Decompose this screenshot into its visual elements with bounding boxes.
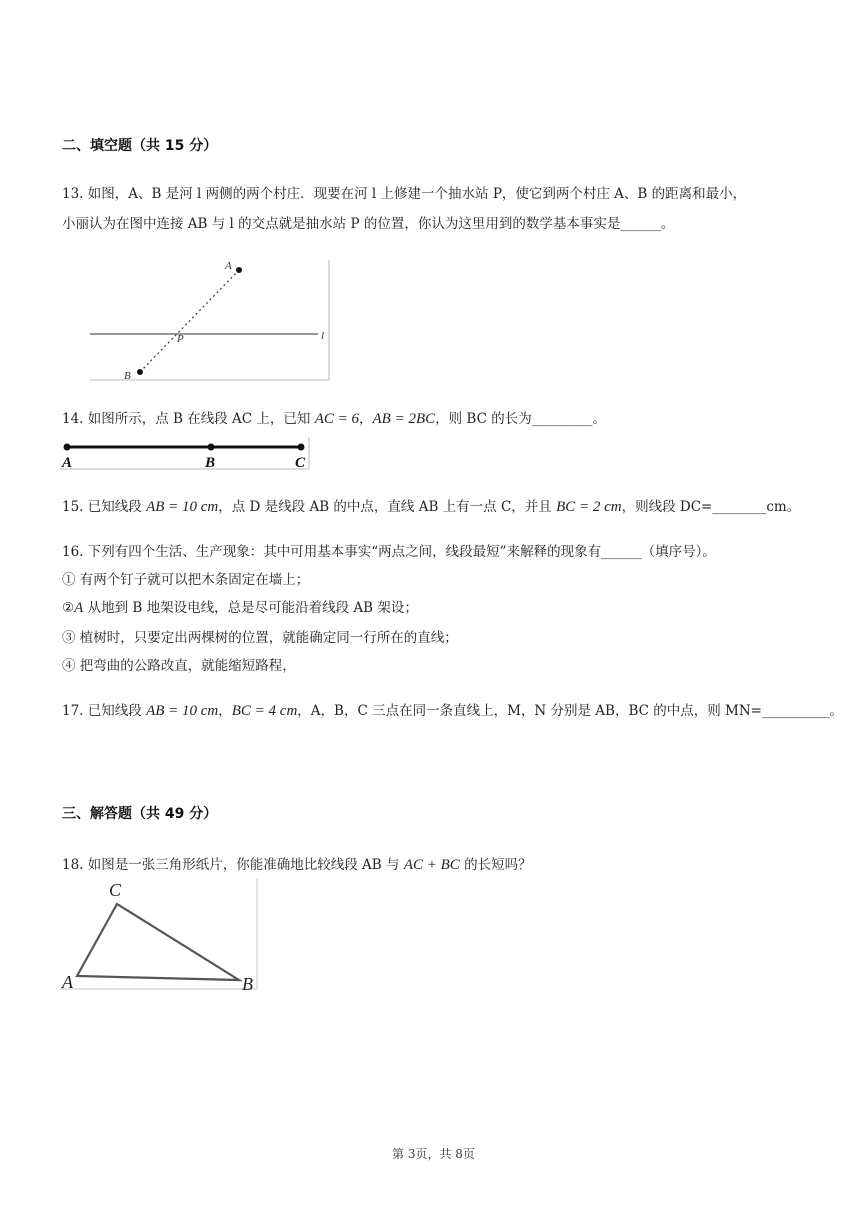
q16-option-2: [62, 598, 418, 618]
q15-text: [62, 497, 800, 517]
q15-text-pre: 15. 已知线段: [62, 499, 147, 515]
point-a: [236, 267, 242, 273]
q15-math-bc: BC = 2 cm: [556, 499, 622, 515]
q18-text-post: 的长短吗？: [459, 857, 532, 873]
label-b: B: [242, 974, 253, 992]
q16-option-2-math: A: [74, 600, 84, 616]
q17-text-post: ，A，B，C 三点在同一条直线上，M，N 分别是 AB，BC 的中点，则 MN=__________。: [297, 703, 843, 719]
q13-text-line-2: 小丽认为在图中连接 AB 与 l 的交点就是抽水站 P 的位置，你认为这里用到的数学基本事实是______。: [62, 216, 675, 232]
point-a: [64, 444, 71, 451]
q18-math-ac-bc: AC + BC: [403, 857, 460, 873]
q17-text-pre: 17. 已知线段: [62, 703, 147, 719]
q18-triangle-figure: [58, 876, 260, 992]
q14-figure: [58, 437, 312, 471]
q18-text: [62, 855, 532, 875]
label-a: A: [62, 972, 73, 992]
q15-text-post: ，则线段 DC=________cm。: [621, 499, 801, 515]
q14-text-pre: 14. 如图所示，点 B 在线段 AC 上，已知: [62, 411, 315, 427]
page-footer: 第 3页，共 8页: [392, 1147, 475, 1161]
q16-option-2-text: 从地到 B 地架设电线，总是尽可能沿着线段 AB 架设；: [83, 600, 418, 616]
q16-stem: 16. 下列有四个生活、生产现象：其中可用基本事实“两点之间，线段最短”来解释的现象有______（填序号）。: [62, 544, 716, 560]
section-3-heading: 三、解答题（共 49 分）: [62, 806, 218, 822]
q15-text-mid: ，点 D 是线段 AB 的中点，直线 AB 上有一点 C，并且: [218, 499, 557, 515]
segment-ab-dotted: [140, 270, 239, 372]
point-c: [298, 444, 305, 451]
q14-text-post: ，则 BC 的长为_________。: [435, 411, 606, 427]
q16-option-1: ① 有两个钉子就可以把木条固定在墙上；: [62, 572, 310, 588]
q16-option-3: ③ 植树时，只要定出两棵树的位置，就能确定同一行所在的直线；: [62, 630, 458, 646]
q13-figure: [88, 258, 334, 384]
q14-math-ac: AC = 6: [314, 411, 360, 427]
q15-math-ab: AB = 10 cm: [146, 499, 219, 515]
label-l: l: [321, 330, 325, 342]
triangle-abc: [77, 904, 239, 980]
q16-option-2-marker: ②: [62, 600, 75, 616]
label-a: A: [225, 260, 232, 272]
section-2-heading: 二、填空题（共 15 分）: [62, 138, 218, 154]
q18-text-pre: 18. 如图是一张三角形纸片，你能准确地比较线段 AB 与: [62, 857, 404, 873]
q14-text-mid: ，: [359, 411, 373, 427]
label-b: B: [205, 455, 216, 471]
q14-math-ab: AB = 2BC: [372, 411, 436, 427]
q17-math-bc: BC = 4 cm: [231, 703, 298, 719]
q13-text-line-1: 13. 如图，A、B 是河 l 两侧的两个村庄．现要在河 l 上修建一个抽水站 P，使它到两个村庄 A、B 的距离和最小，: [62, 186, 747, 202]
label-b: B: [124, 370, 131, 382]
point-b: [137, 369, 143, 375]
q17-text: [62, 701, 843, 721]
q16-option-4: ④ 把弯曲的公路改直，就能缩短路程，: [62, 658, 296, 674]
label-c: C: [109, 880, 122, 900]
label-c: C: [295, 455, 306, 471]
label-p: P: [177, 333, 184, 345]
q17-math-ab: AB = 10 cm: [146, 703, 219, 719]
point-b: [208, 444, 215, 451]
q17-text-mid: ，: [218, 703, 232, 719]
q14-text: [62, 409, 606, 429]
label-a: A: [62, 455, 73, 471]
